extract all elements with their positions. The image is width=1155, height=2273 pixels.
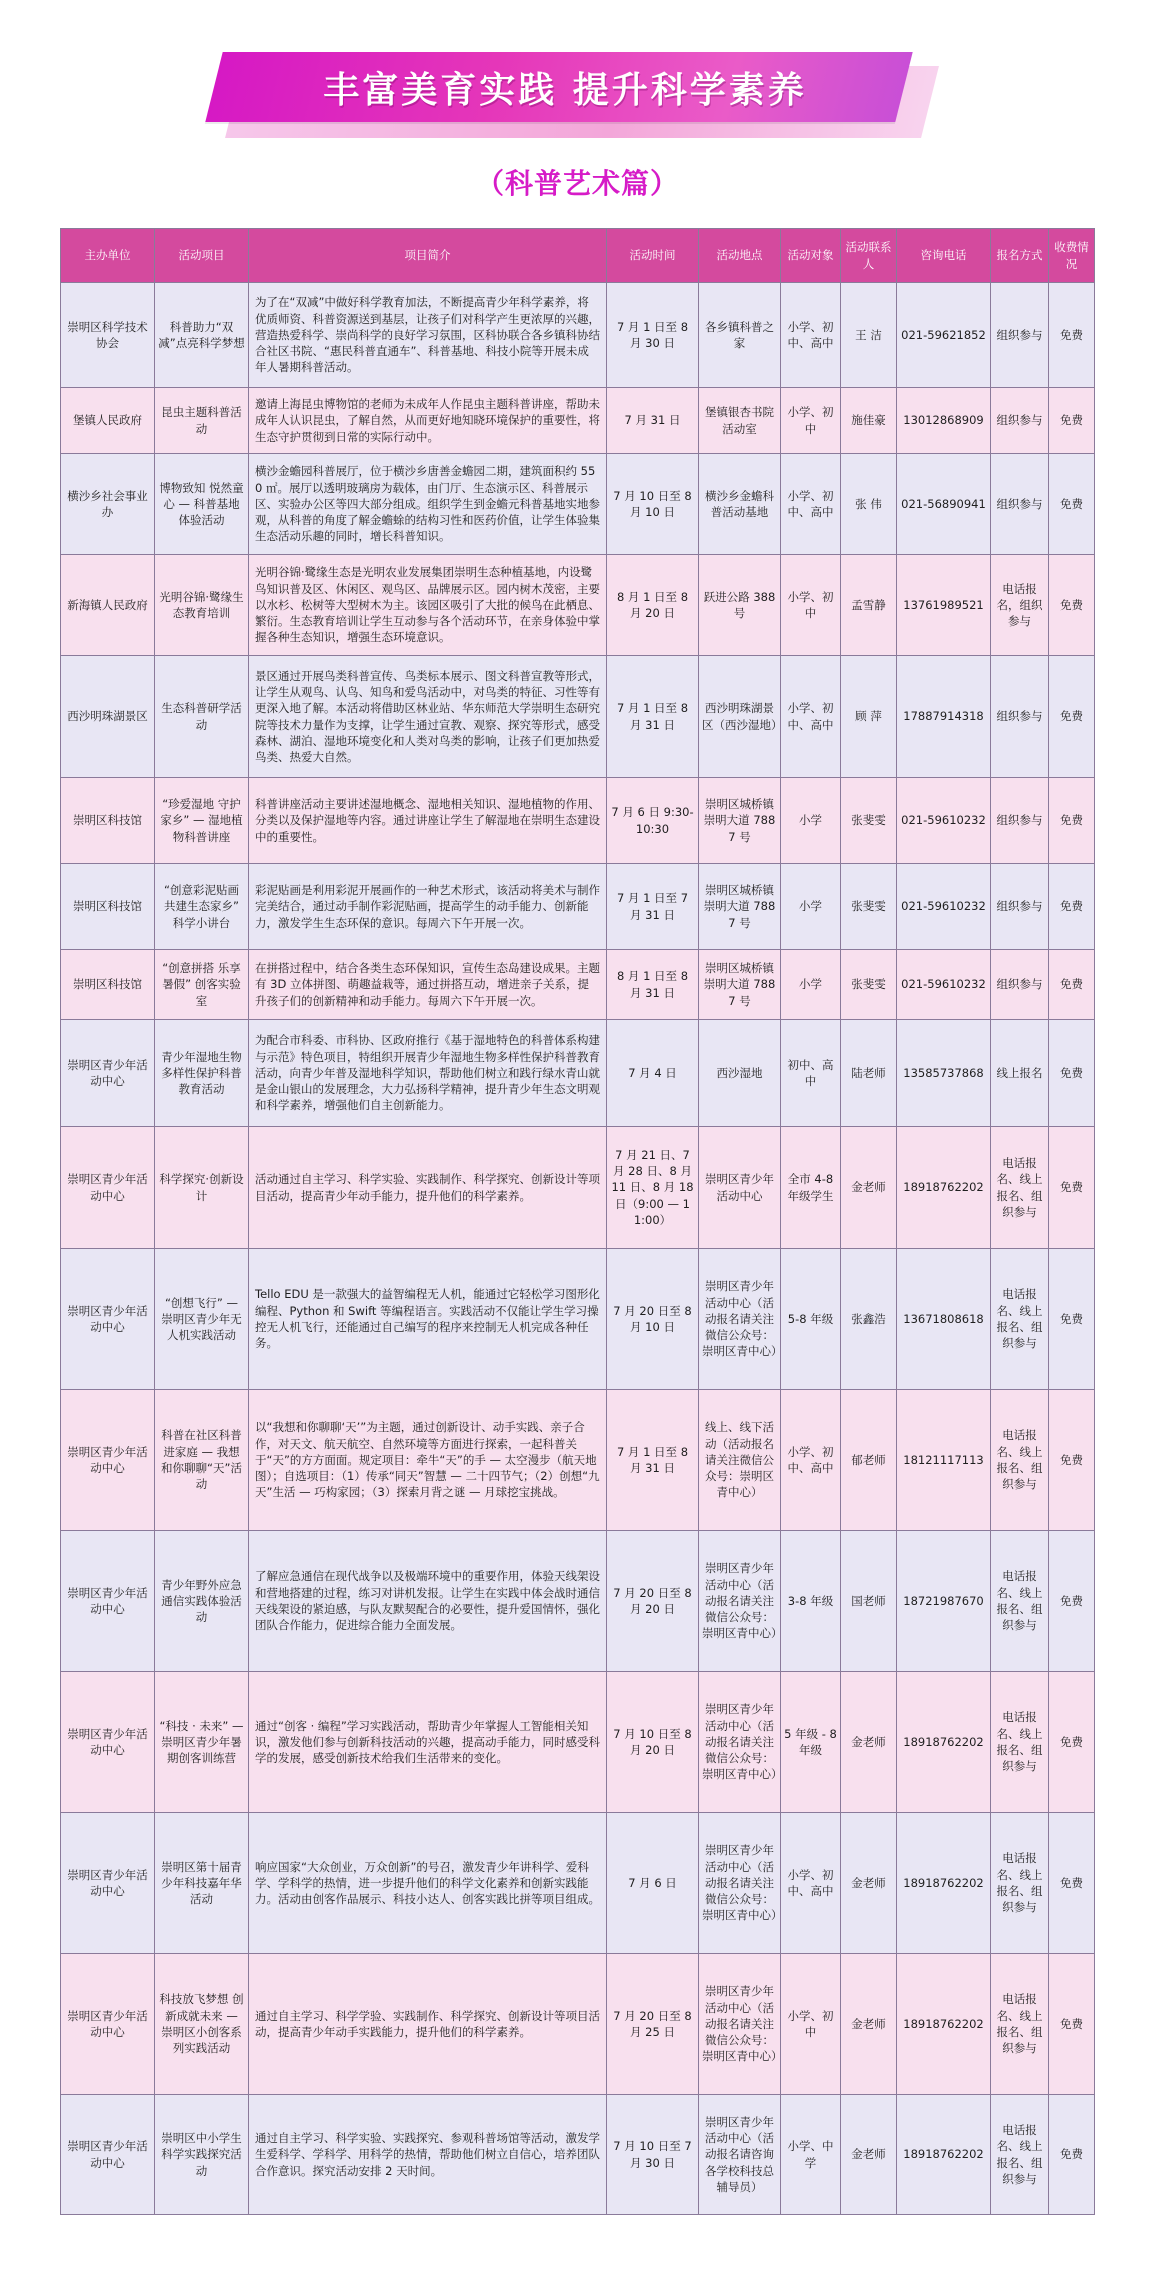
table-row [61, 283, 1095, 388]
table-row [61, 1813, 1095, 1954]
cell-org: 西沙明珠湖景区 [61, 656, 155, 778]
cell-contact: 顾 萍 [841, 656, 897, 778]
cell-place: 崇明区青少年活动中心（活动报名请关注微信公众号：崇明区青中心） [699, 1813, 781, 1954]
cell-signup: 电话报名、线上报名、组织参与 [991, 1672, 1049, 1813]
cell-phone: 18918762202 [897, 2095, 991, 2215]
cell-project: 青少年野外应急通信实践体验活动 [155, 1531, 249, 1672]
cell-fee: 免费 [1049, 950, 1095, 1020]
cell-phone: 18918762202 [897, 1127, 991, 1249]
cell-fee: 免费 [1049, 778, 1095, 864]
cell-signup: 电话报名、线上报名、组织参与 [991, 1249, 1049, 1390]
cell-time: 8 月 1 日至 8 月 31 日 [607, 950, 699, 1020]
cell-project: 昆虫主题科普活动 [155, 388, 249, 454]
header-phone: 咨询电话 [897, 229, 991, 283]
table-row [61, 1531, 1095, 1672]
cell-org: 崇明区青少年活动中心 [61, 1954, 155, 2095]
cell-contact: 张 伟 [841, 454, 897, 555]
cell-contact: 张斐雯 [841, 778, 897, 864]
cell-org: 崇明区青少年活动中心 [61, 1249, 155, 1390]
cell-time: 7 月 6 日 9:30-10:30 [607, 778, 699, 864]
cell-target: 初中、高中 [781, 1020, 841, 1127]
cell-intro: 为配合市科委、市科协、区政府推行《基于湿地特色的科普体系构建与示范》特色项目，特组织开展青少年湿地生物多样性保护科普教育活动，向青少年普及湿地科学知识，帮助他们树立和践行绿水青山就是金山银山的发展理念，大力弘扬科学精神，提升青少年生态文明观和科学素养，增强他们自主创新能力。 [249, 1020, 607, 1127]
cell-fee: 免费 [1049, 1672, 1095, 1813]
cell-target: 小学、初中、高中 [781, 454, 841, 555]
cell-fee: 免费 [1049, 1813, 1095, 1954]
cell-intro: 为了在“双减”中做好科学教育加法，不断提高青少年科学素养，将优质师资、科普资源送到基层，让孩子们对科学产生更浓厚的兴趣，营造热爱科学、崇尚科学的良好学习氛围，区科协联合各乡镇科协结合社区书院、“惠民科普直通车”、科普基地、科技小院等开展未成年人暑期科普活动。 [249, 283, 607, 388]
cell-signup: 组织参与 [991, 950, 1049, 1020]
cell-org: 崇明区科学技术协会 [61, 283, 155, 388]
cell-place: 崇明区城桥镇崇明大道 7887 号 [699, 950, 781, 1020]
cell-target: 小学、初中 [781, 555, 841, 656]
cell-org: 崇明区科技馆 [61, 778, 155, 864]
table-header-row [61, 229, 1095, 283]
cell-fee: 免费 [1049, 1390, 1095, 1531]
cell-org: 横沙乡社会事业办 [61, 454, 155, 555]
cell-target: 3-8 年级 [781, 1531, 841, 1672]
cell-intro: 通过自主学习、科学实验、实践探究、参观科普场馆等活动，激发学生爱科学、学科学、用科学的热情，帮助他们树立自信心，培养团队合作意识。探究活动安排 2 天时间。 [249, 2095, 607, 2215]
cell-org: 崇明区科技馆 [61, 950, 155, 1020]
cell-fee: 免费 [1049, 1954, 1095, 2095]
cell-contact: 陆老师 [841, 1020, 897, 1127]
cell-org: 崇明区青少年活动中心 [61, 1531, 155, 1672]
cell-contact: 郁老师 [841, 1390, 897, 1531]
cell-place: 崇明区青少年活动中心 [699, 1127, 781, 1249]
header-signup: 报名方式 [991, 229, 1049, 283]
cell-time: 7 月 1 日至 8 月 31 日 [607, 1390, 699, 1531]
title-banner [200, 48, 930, 140]
cell-project: “创想飞行” — 崇明区青少年无人机实践活动 [155, 1249, 249, 1390]
cell-intro: 活动通过自主学习、科学实验、实践制作、科学探究、创新设计等项目活动，提高青少年动手能力，提升他们的科学素养。 [249, 1127, 607, 1249]
cell-time: 7 月 1 日至 8 月 30 日 [607, 283, 699, 388]
table-row [61, 1954, 1095, 2095]
cell-phone: 18918762202 [897, 1813, 991, 1954]
cell-signup: 组织参与 [991, 283, 1049, 388]
cell-time: 7 月 1 日至 8 月 31 日 [607, 656, 699, 778]
cell-target: 5-8 年级 [781, 1249, 841, 1390]
cell-time: 7 月 1 日至 7 月 31 日 [607, 864, 699, 950]
cell-intro: 了解应急通信在现代战争以及极端环境中的重要作用，体验天线架设和营地搭建的过程，练习对讲机发报。让学生在实践中体会战时通信天线架设的紧迫感，与队友默契配合的必要性，提升爱国情怀，强化团队合作能力，促进综合能力全面发展。 [249, 1531, 607, 1672]
cell-intro: 景区通过开展鸟类科普宣传、鸟类标本展示、图文科普宣教等形式，让学生从观鸟、认鸟、知鸟和爱鸟活动中，对鸟类的特征、习性等有更深入地了解。本活动将借助区林业站、华东师范大学崇明生态研究院等技术力量作为支撑，让学生通过宣教、观察、探究等形式，感受森林、湖泊、湿地环境变化和人类对鸟类的影响，让孩子们更加热爱鸟类、热爱大自然。 [249, 656, 607, 778]
cell-time: 7 月 31 日 [607, 388, 699, 454]
cell-org: 崇明区青少年活动中心 [61, 1672, 155, 1813]
cell-contact: 金老师 [841, 1127, 897, 1249]
cell-project: “创意彩泥贴画 共建生态家乡” 科学小讲台 [155, 864, 249, 950]
cell-phone: 13761989521 [897, 555, 991, 656]
table-row [61, 1390, 1095, 1531]
cell-time: 7 月 4 日 [607, 1020, 699, 1127]
cell-signup: 组织参与 [991, 454, 1049, 555]
cell-fee: 免费 [1049, 656, 1095, 778]
cell-target: 5 年级 - 8 年级 [781, 1672, 841, 1813]
cell-target: 全市 4-8 年级学生 [781, 1127, 841, 1249]
cell-place: 西沙湿地 [699, 1020, 781, 1127]
cell-intro: 在拼搭过程中，结合各类生态环保知识，宣传生态岛建设成果。主题有 3D 立体拼图、萌趣益栽等，通过拼搭互动，增进亲子关系，提升孩子们的创新精神和动手能力。每周六下午开展一次。 [249, 950, 607, 1020]
cell-contact: 张斐雯 [841, 864, 897, 950]
cell-project: 科技放飞梦想 创新成就未来 — 崇明区小创客系列实践活动 [155, 1954, 249, 2095]
cell-signup: 电话报名、线上报名、组织参与 [991, 1390, 1049, 1531]
cell-org: 崇明区科技馆 [61, 864, 155, 950]
table-row [61, 1672, 1095, 1813]
cell-contact: 张鑫浩 [841, 1249, 897, 1390]
cell-project: 光明谷锦·鹭缘生态教育培训 [155, 555, 249, 656]
cell-contact: 张斐雯 [841, 950, 897, 1020]
cell-phone: 021-56890941 [897, 454, 991, 555]
cell-intro: 科普讲座活动主要讲述湿地概念、湿地相关知识、湿地植物的作用、分类以及保护湿地等内容。通过讲座让学生了解湿地在崇明生态建设中的重要性。 [249, 778, 607, 864]
cell-fee: 免费 [1049, 283, 1095, 388]
cell-project: 崇明区第十届青少年科技嘉年华活动 [155, 1813, 249, 1954]
table-row [61, 778, 1095, 864]
cell-intro: 通过自主学习、科学学验、实践制作、科学探究、创新设计等项目活动，提高青少年动手实践能力，提升他们的科学素养。 [249, 1954, 607, 2095]
table-row [61, 1020, 1095, 1127]
activity-table-wrapper [60, 228, 1094, 2215]
cell-project: 科普在社区科普进家庭 — 我想和你聊聊“天”活动 [155, 1390, 249, 1531]
cell-signup: 电话报名、线上报名、组织参与 [991, 2095, 1049, 2215]
cell-place: 西沙明珠湖景区（西沙湿地） [699, 656, 781, 778]
cell-fee: 免费 [1049, 1020, 1095, 1127]
cell-place: 崇明区青少年活动中心（活动报名请关注微信公众号：崇明区青中心） [699, 1954, 781, 2095]
cell-signup: 电话报名、线上报名、组织参与 [991, 1954, 1049, 2095]
cell-target: 小学、初中、高中 [781, 283, 841, 388]
header-intro: 项目简介 [249, 229, 607, 283]
cell-fee: 免费 [1049, 2095, 1095, 2215]
cell-signup: 电话报名、线上报名、组织参与 [991, 1127, 1049, 1249]
page-title: 丰富美育实践 提升科学素养 [323, 70, 807, 111]
cell-org: 崇明区青少年活动中心 [61, 1813, 155, 1954]
cell-time: 7 月 10 日至 8 月 20 日 [607, 1672, 699, 1813]
cell-signup: 组织参与 [991, 864, 1049, 950]
cell-target: 小学、初中 [781, 1954, 841, 2095]
cell-target: 小学、初中、高中 [781, 1813, 841, 1954]
cell-place: 堡镇银杏书院活动室 [699, 388, 781, 454]
cell-place: 横沙乡金蟾科普活动基地 [699, 454, 781, 555]
cell-time: 7 月 20 日至 8 月 20 日 [607, 1531, 699, 1672]
cell-time: 7 月 20 日至 8 月 25 日 [607, 1954, 699, 2095]
cell-phone: 18721987670 [897, 1531, 991, 1672]
cell-fee: 免费 [1049, 864, 1095, 950]
cell-place: 崇明区城桥镇崇明大道 7887 号 [699, 864, 781, 950]
cell-place: 各乡镇科普之家 [699, 283, 781, 388]
cell-place: 线上、线下活动（活动报名请关注微信公众号：崇明区青中心） [699, 1390, 781, 1531]
cell-contact: 王 洁 [841, 283, 897, 388]
cell-project: 科学探究·创新设计 [155, 1127, 249, 1249]
cell-contact: 金老师 [841, 1813, 897, 1954]
cell-intro: 响应国家“大众创业，万众创新”的号召，激发青少年讲科学、爱科学、学科学的热情，进一步提升他们的科学文化素养和创新实践能力。活动由创客作品展示、科技小达人、创客实践比拼等项目组成。 [249, 1813, 607, 1954]
cell-intro: 以“我想和你聊聊‘天’”为主题，通过创新设计、动手实践、亲子合作，对天文、航天航空、自然环境等方面进行探索，一起科普关于“天”的方方面面。规定项目：牵牛“天”的手 — 太空漫步（航天地图）；自选项目：（1）传承“同天”智慧 — 二十四节气；（2）创想“九天”生活 — 巧构家园；（3）探索月背之谜 — 月球挖宝挑战。 [249, 1390, 607, 1531]
cell-project: “科技 · 未来” — 崇明区青少年暑期创客训练营 [155, 1672, 249, 1813]
cell-phone: 18918762202 [897, 1672, 991, 1813]
cell-org: 崇明区青少年活动中心 [61, 1390, 155, 1531]
cell-signup: 线上报名 [991, 1020, 1049, 1127]
cell-phone: 18918762202 [897, 1954, 991, 2095]
cell-phone: 18121117113 [897, 1390, 991, 1531]
cell-signup: 组织参与 [991, 778, 1049, 864]
cell-project: 科普助力“双减”点亮科学梦想 [155, 283, 249, 388]
cell-fee: 免费 [1049, 1127, 1095, 1249]
cell-signup: 电话报名、线上报名、组织参与 [991, 1531, 1049, 1672]
cell-target: 小学 [781, 864, 841, 950]
cell-phone: 021-59610232 [897, 778, 991, 864]
cell-phone: 17887914318 [897, 656, 991, 778]
cell-fee: 免费 [1049, 454, 1095, 555]
cell-time: 7 月 6 日 [607, 1813, 699, 1954]
cell-org: 堡镇人民政府 [61, 388, 155, 454]
cell-org: 新海镇人民政府 [61, 555, 155, 656]
cell-project: “珍爱湿地 守护家乡” — 湿地植物科普讲座 [155, 778, 249, 864]
cell-org: 崇明区青少年活动中心 [61, 1020, 155, 1127]
cell-target: 小学、初中、高中 [781, 1390, 841, 1531]
cell-intro: 横沙金蟾园科普展厅，位于横沙乡唐善金蟾园二期，建筑面积约 550 ㎡。展厅以透明玻璃房为载体，由门厅、生态演示区、科普展示区、实验办公区等四大部分组成。组织学生到金蟾元科普基地实地参观，从科普的角度了解金蟾蜍的结构习性和医药价值，让学生体验集生态活动乐趣的同时，增长科普知识。 [249, 454, 607, 555]
cell-target: 小学、初中 [781, 388, 841, 454]
table-row [61, 950, 1095, 1020]
cell-signup: 组织参与 [991, 656, 1049, 778]
cell-fee: 免费 [1049, 1249, 1095, 1390]
cell-target: 小学、中学 [781, 2095, 841, 2215]
table-row [61, 454, 1095, 555]
cell-org: 崇明区青少年活动中心 [61, 1127, 155, 1249]
cell-phone: 021-59610232 [897, 864, 991, 950]
page-subtitle: （科普艺术篇） [475, 167, 679, 200]
cell-contact: 金老师 [841, 2095, 897, 2215]
cell-project: 博物致知 悦然童心 — 科普基地体验活动 [155, 454, 249, 555]
table-row [61, 1127, 1095, 1249]
table-row [61, 656, 1095, 778]
cell-contact: 国老师 [841, 1531, 897, 1672]
table-row [61, 555, 1095, 656]
table-row [61, 2095, 1095, 2215]
table-body [61, 283, 1095, 2215]
cell-fee: 免费 [1049, 1531, 1095, 1672]
cell-time: 7 月 10 日至 7 月 30 日 [607, 2095, 699, 2215]
table-row [61, 864, 1095, 950]
header-contact: 活动联系人 [841, 229, 897, 283]
header-org: 主办单位 [61, 229, 155, 283]
cell-target: 小学 [781, 778, 841, 864]
cell-contact: 金老师 [841, 1954, 897, 2095]
cell-contact: 金老师 [841, 1672, 897, 1813]
cell-intro: 通过“创客 · 编程”学习实践活动，帮助青少年掌握人工智能相关知识，激发他们参与创新科技活动的兴趣，提高动手能力，同时感受科学的发展，感受创新技术给我们生活带来的变化。 [249, 1672, 607, 1813]
cell-time: 7 月 10 日至 8 月 10 日 [607, 454, 699, 555]
cell-project: “创意拼搭 乐享暑假” 创客实验室 [155, 950, 249, 1020]
cell-phone: 13585737868 [897, 1020, 991, 1127]
cell-project: 青少年湿地生物多样性保护科普教育活动 [155, 1020, 249, 1127]
cell-intro: 邀请上海昆虫博物馆的老师为未成年人作昆虫主题科普讲座，帮助未成年人认识昆虫，了解自然，从而更好地知晓环境保护的重要性，将生态守护贯彻到日常的实际行动中。 [249, 388, 607, 454]
cell-signup: 电话报名，组织参与 [991, 555, 1049, 656]
cell-place: 崇明区青少年活动中心（活动报名请咨询各学校科技总辅导员） [699, 2095, 781, 2215]
cell-fee: 免费 [1049, 388, 1095, 454]
cell-place: 崇明区青少年活动中心（活动报名请关注微信公众号：崇明区青中心） [699, 1531, 781, 1672]
activity-table [60, 228, 1095, 2215]
cell-place: 跃进公路 388 号 [699, 555, 781, 656]
cell-project: 生态科普研学活动 [155, 656, 249, 778]
cell-intro: 彩泥贴画是利用彩泥开展画作的一种艺术形式，该活动将美术与制作完美结合，通过动手制作彩泥贴画，提高学生的动手能力、创新能力，激发学生生态环保的意识。每周六下午开展一次。 [249, 864, 607, 950]
header-project: 活动项目 [155, 229, 249, 283]
cell-phone: 13671808618 [897, 1249, 991, 1390]
cell-time: 7 月 21 日、7 月 28 日、8 月 11 日、8 月 18 日（9:00 — 11:00） [607, 1127, 699, 1249]
cell-intro: Tello EDU 是一款强大的益智编程无人机，能通过它轻松学习图形化编程、Python 和 Swift 等编程语言。实践活动不仅能让学生学习操控无人机飞行，还能通过自己编写的程序来控制无人机完成各种任务。 [249, 1249, 607, 1390]
cell-time: 7 月 20 日至 8 月 10 日 [607, 1249, 699, 1390]
cell-project: 崇明区中小学生科学实践探究活动 [155, 2095, 249, 2215]
cell-contact: 施佳豪 [841, 388, 897, 454]
header-place: 活动地点 [699, 229, 781, 283]
header-time: 活动时间 [607, 229, 699, 283]
cell-place: 崇明区城桥镇崇明大道 7887 号 [699, 778, 781, 864]
header-target: 活动对象 [781, 229, 841, 283]
cell-time: 8 月 1 日至 8 月 20 日 [607, 555, 699, 656]
cell-fee: 免费 [1049, 555, 1095, 656]
cell-signup: 电话报名、线上报名、组织参与 [991, 1813, 1049, 1954]
cell-place: 崇明区青少年活动中心（活动报名请关注微信公众号：崇明区青中心） [699, 1249, 781, 1390]
cell-phone: 021-59610232 [897, 950, 991, 1020]
cell-place: 崇明区青少年活动中心（活动报名请关注微信公众号：崇明区青中心） [699, 1672, 781, 1813]
cell-signup: 组织参与 [991, 388, 1049, 454]
cell-intro: 光明谷锦·鹭缘生态是光明农业发展集团崇明生态种植基地，内设鹭鸟知识普及区、休闲区、观鸟区、品牌展示区。园内树木茂密，主要以水杉、松树等大型树木为主。该园区吸引了大批的候鸟在此栖息、繁衍。生态教育培训让学生互动参与各个活动环节，在亲身体验中掌握各种生态知识，增强生态环境意识。 [249, 555, 607, 656]
cell-target: 小学 [781, 950, 841, 1020]
table-row [61, 388, 1095, 454]
cell-phone: 021-59621852 [897, 283, 991, 388]
cell-target: 小学、初中、高中 [781, 656, 841, 778]
cell-contact: 孟雪静 [841, 555, 897, 656]
cell-phone: 13012868909 [897, 388, 991, 454]
table-row [61, 1249, 1095, 1390]
cell-org: 崇明区青少年活动中心 [61, 2095, 155, 2215]
header-fee: 收费情况 [1049, 229, 1095, 283]
